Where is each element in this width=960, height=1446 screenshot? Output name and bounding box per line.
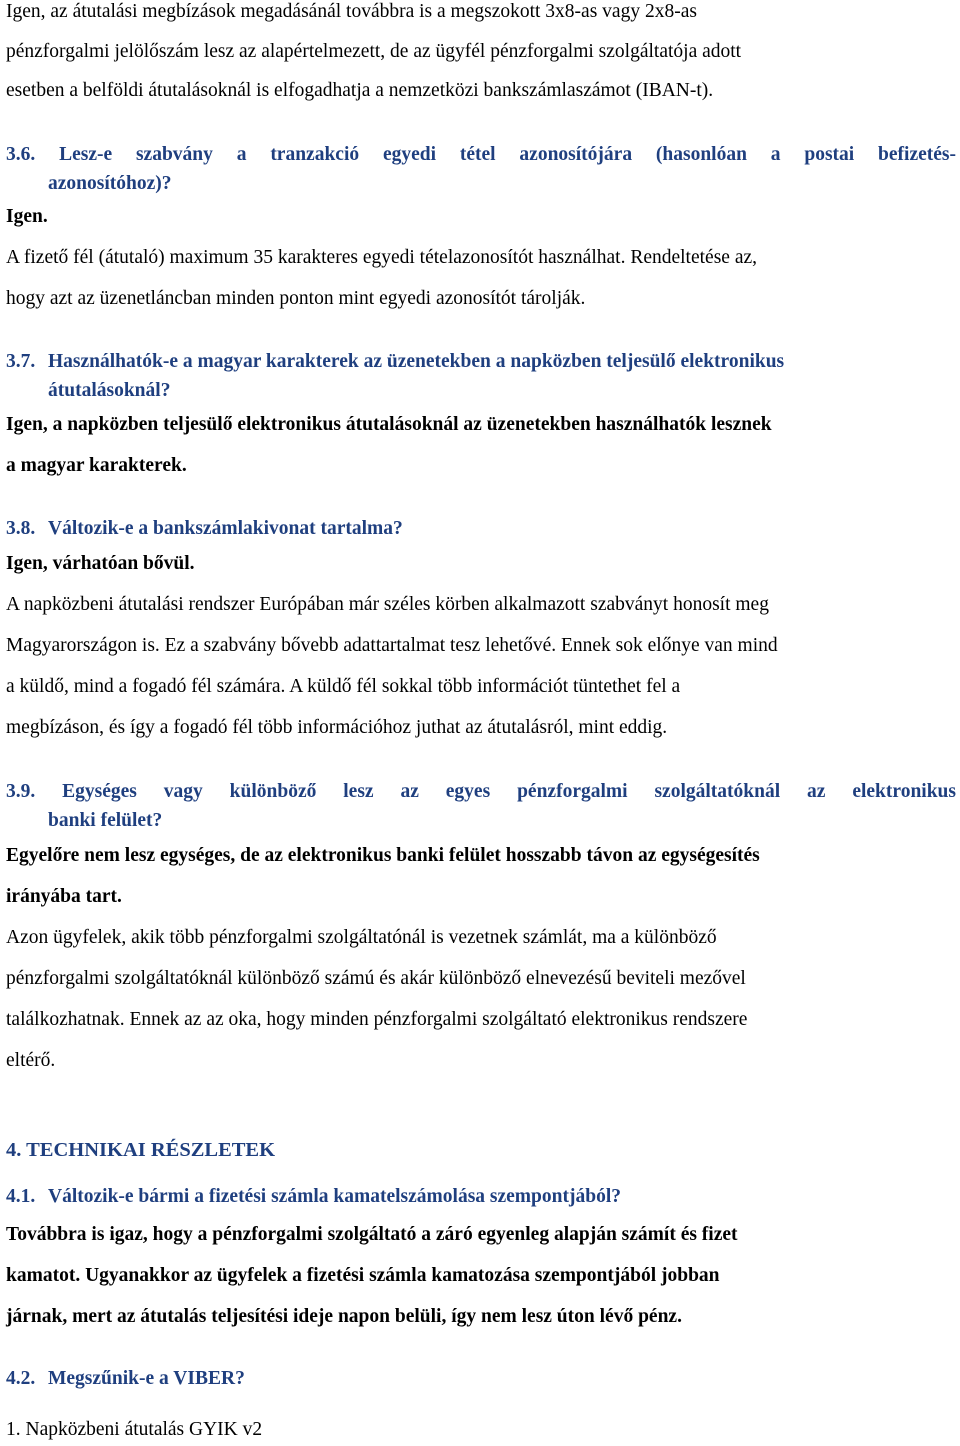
section-3-9-answer-line-2: irányába tart. [6,886,122,907]
section-4-1-answer-line-2: kamatot. Ugyanakkor az ügyfelek a fizetési számla kamatozása szempontjából jobban [6,1265,720,1286]
heading-word: a [236,144,247,165]
section-4-1-answer-line-3: járnak, mert az átutalás teljesítési ideje napon belüli, így nem lesz úton lévő pénz. [6,1306,682,1327]
section-3-8-body-line-1: A napközbeni átutalási rendszer Európában már széles körben alkalmazott szabványt honosít meg [6,594,769,615]
section-3-9-answer-line-1: Egyelőre nem lesz egységes, de az elektronikus banki felület hosszabb távon az egységesítés [6,845,760,866]
section-3-9-body-line-1: Azon ügyfelek, akik több pénzforgalmi szolgáltatónál is vezetnek számlát, ma a különböző [6,927,717,948]
section-3-6-body-line-1: A fizető fél (átutaló) maximum 35 karakteres egyedi tételazonosítót használhat. Rendeltetése az, [6,247,757,268]
section-3-8-number: 3.8. [6,518,36,539]
section-4-1-answer-line-1: Továbbra is igaz, hogy a pénzforgalmi szolgáltató a záró egyenleg alapján számít és fizet [6,1224,738,1245]
section-3-6-heading [6,143,956,167]
heading-word: egyes [445,781,491,802]
heading-word: az [807,781,826,802]
section-3-7-title-line-2: átutalásoknál? [48,380,171,401]
intro-line-2: pénzforgalmi jelölőszám lesz az alapértelmezett, de az ügyfél pénzforgalmi szolgáltatója adott [6,41,742,62]
heading-word: azonosítójára [519,144,633,165]
section-3-9-title-line-2: banki felület? [48,810,163,831]
section-3-6-title-line-2: azonosítóhoz)? [48,173,172,194]
section-3-9-title-line-1 [6,780,956,804]
section-3-7-answer-line-1: Igen, a napközben teljesülő elektronikus átutalásoknál az üzenetekben használhatók lesznek [6,414,772,435]
section-3-7-title-line-1 [6,350,784,374]
heading-word: szolgáltatóknál [654,781,781,802]
heading-word: vagy [163,781,203,802]
heading-word: különböző [229,781,317,802]
section-3-6-body-line-2: hogy azt az üzenetláncban minden ponton mint egyedi azonosítót tárolják. [6,288,586,309]
chapter-4-title: 4. TECHNIKAI RÉSZLETEK [6,1139,276,1161]
heading-word: lesz [343,781,374,802]
heading-word: Lesz-e [59,144,113,165]
section-3-7-number: 3.7. [6,351,36,372]
section-3-8-body-line-3: a küldő, mind a fogadó fél számára. A küldő fél sokkal több információt tüntethet fel a [6,676,681,697]
section-3-6-title-line-1 [6,143,956,167]
heading-word: az [400,781,419,802]
heading-word: a [770,144,781,165]
section-3-9-body-line-4: eltérő. [6,1050,56,1071]
section-3-9-number: 3.9. [6,781,36,802]
section-4-1-number: 4.1. [6,1186,36,1207]
section-3-7-title-text: Használhatók-e a magyar karakterek az üzenetekben a napközben teljesülő elektronikus [48,351,785,372]
section-3-9-body-line-2: pénzforgalmi szolgáltatóknál különböző számú és akár különböző elnevezésű beviteli mezővel [6,968,746,989]
heading-word: postai [804,144,855,165]
heading-word: tranzakció [270,144,360,165]
intro-line-1: Igen, az átutalási megbízások megadásánál továbbra is a megszokott 3x8-as vagy 2x8-as [6,1,697,22]
heading-word: szabvány [135,144,213,165]
section-4-2-number: 4.2. [6,1368,36,1389]
heading-word: egyedi [382,144,437,165]
section-3-9-heading [6,780,956,804]
heading-word: Egységes [62,781,137,802]
section-3-8-body-line-4: megbízáson, és így a fogadó fél több információhoz juthat az átutalásról, mint eddig. [6,717,668,738]
section-3-8-title-text: Változik-e a bankszámlakivonat tartalma? [48,518,403,539]
section-3-8-answer: Igen, várhatóan bővül. [6,553,195,574]
heading-word: (hasonlóan [655,144,747,165]
intro-line-3: esetben a belföldi átutalásoknál is elfogadhatja a nemzetközi bankszámlaszámot (IBAN-t). [6,80,714,101]
section-3-9-body-line-3: találkozhatnak. Ennek az az oka, hogy minden pénzforgalmi szolgáltató elektronikus rendszere [6,1009,748,1030]
section-4-2-title-text: Megszűnik-e a VIBER? [48,1368,245,1389]
heading-word: elektronikus [852,781,956,802]
section-3-7-answer-line-2: a magyar karakterek. [6,455,187,476]
section-4-2-title [6,1367,245,1391]
section-3-6-answer: Igen. [6,206,48,227]
section-3-8-title [6,517,403,541]
page-footer: 1. Napközbeni átutalás GYIK v2 [6,1419,263,1440]
heading-word: befizetés- [878,144,956,165]
heading-word: pénzforgalmi [517,781,628,802]
section-3-6-number: 3.6. [6,144,36,165]
heading-word: tétel [459,144,496,165]
section-4-1-title-text: Változik-e bármi a fizetési számla kamatelszámolása szempontjából? [48,1186,621,1207]
section-4-1-title [6,1185,621,1209]
section-3-8-body-line-2: Magyarországon is. Ez a szabvány bővebb adattartalmat tesz lehetővé. Ennek sok előnye van mind [6,635,778,656]
